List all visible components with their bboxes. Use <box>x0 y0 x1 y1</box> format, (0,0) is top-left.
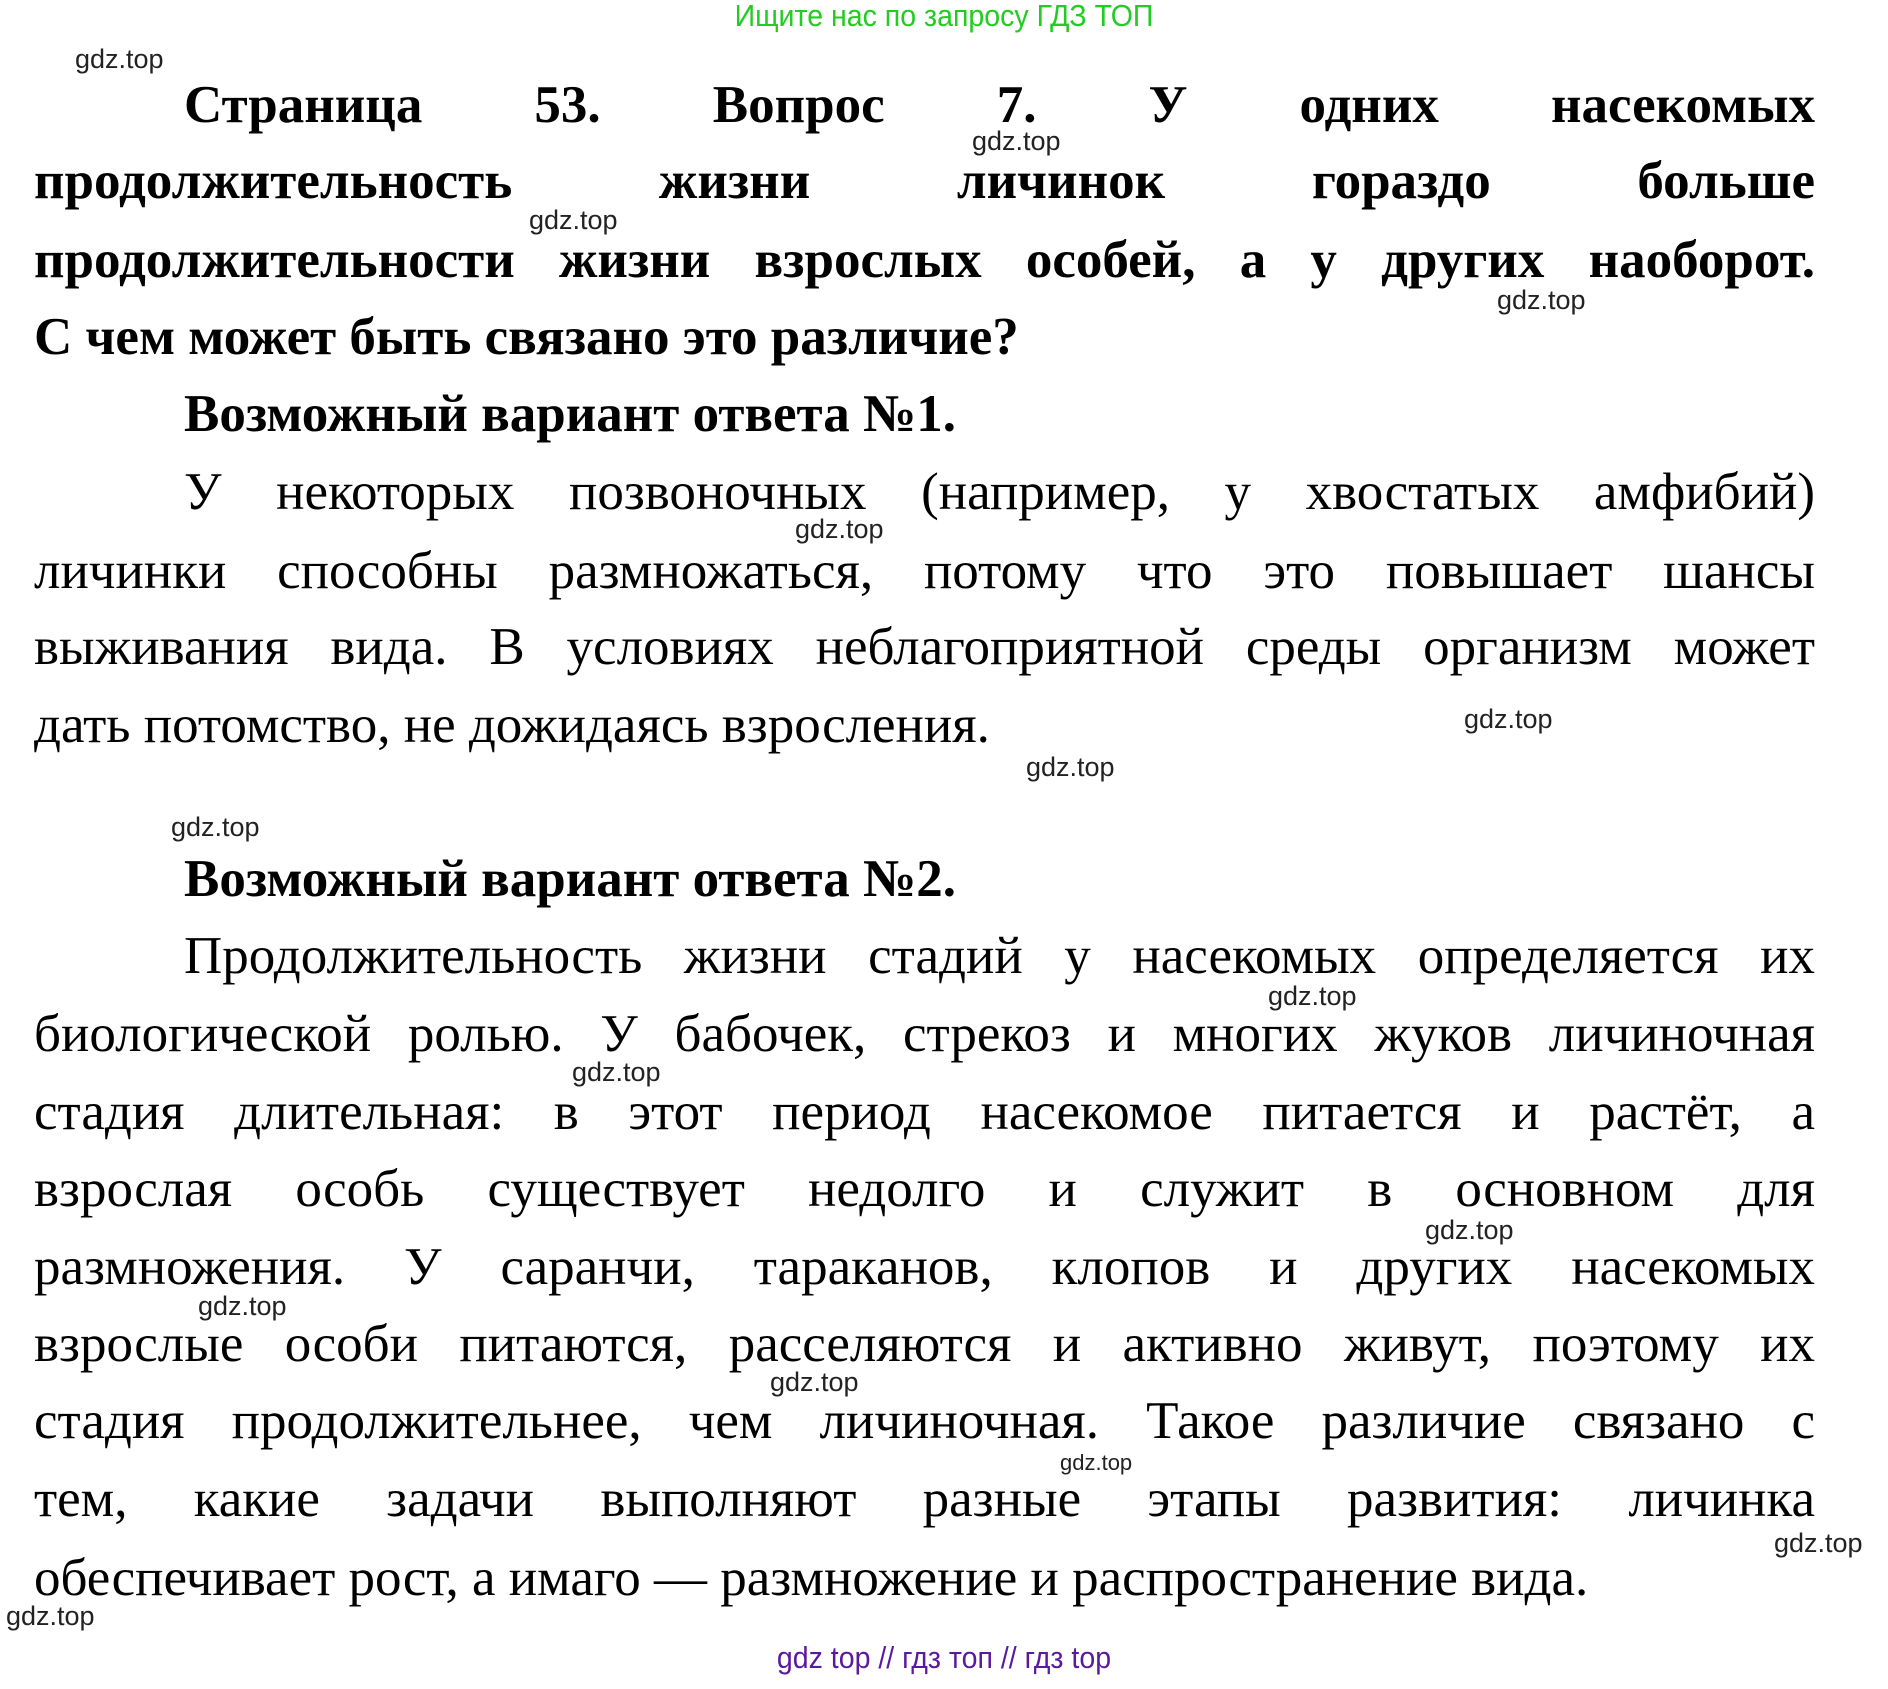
answer-line: биологической ролью. У бабочек, стрекоз и многих жуков личиночная <box>34 1005 1815 1063</box>
search-hint-banner: Ищите нас по запросу ГДЗ ТОП <box>734 0 1154 33</box>
watermark: gdz.top <box>1464 704 1553 734</box>
watermark: gdz.top <box>198 1291 287 1321</box>
question-line: Страница 53. Вопрос 7. У одних насекомых <box>184 76 1815 134</box>
answer-line: дать потомство, не дожидаясь взросления. <box>34 696 990 754</box>
watermark: gdz.top <box>795 514 884 544</box>
watermark: gdz.top <box>75 44 164 74</box>
question-line: продолжительности жизни взрослых особей, а у других наоборот. <box>34 231 1815 289</box>
question-line: продолжительность жизни личинок гораздо больше <box>34 152 1815 210</box>
answer-line: стадия продолжительнее, чем личиночная. Такое различие связано с <box>34 1392 1815 1450</box>
answer-line: тем, какие задачи выполняют разные этапы развития: личинка <box>34 1470 1815 1528</box>
watermark: gdz.top <box>972 126 1061 156</box>
watermark: gdz.top <box>6 1601 95 1631</box>
answer-line: выживания вида. В условиях неблагоприятной среды организм может <box>34 618 1815 676</box>
answer-heading: Возможный вариант ответа №2. <box>184 850 956 908</box>
answer-line: обеспечивает рост, а имаго — размножение и распространение вида. <box>34 1549 1589 1607</box>
footer-links: gdz top // гдз топ // гдз top <box>776 1640 1112 1675</box>
watermark: gdz.top <box>1425 1215 1514 1245</box>
answer-line: личинки способны размножаться, потому что это повышает шансы <box>34 542 1815 600</box>
watermark: gdz.top <box>1060 1450 1133 1475</box>
watermark: gdz.top <box>1026 752 1115 782</box>
watermark: gdz.top <box>1774 1528 1863 1558</box>
answer-line: стадия длительная: в этот период насекомое питается и растёт, а <box>34 1083 1815 1141</box>
answer-heading: Возможный вариант ответа №1. <box>184 385 956 443</box>
watermark: gdz.top <box>1268 981 1357 1011</box>
watermark: gdz.top <box>529 205 618 235</box>
answer-line: размножения. У саранчи, тараканов, клопов и других насекомых <box>34 1238 1815 1296</box>
watermark: gdz.top <box>770 1367 859 1397</box>
answer-line: взрослая особь существует недолго и служит в основном для <box>34 1160 1815 1218</box>
answer-line: взрослые особи питаются, расселяются и активно живут, поэтому их <box>34 1315 1815 1373</box>
answer-line: Продолжительность жизни стадий у насекомых определяется их <box>184 927 1815 985</box>
watermark: gdz.top <box>572 1057 661 1087</box>
watermark: gdz.top <box>171 812 260 842</box>
watermark: gdz.top <box>1497 285 1586 315</box>
question-line: С чем может быть связано это различие? <box>34 308 1019 366</box>
answer-line: У некоторых позвоночных (например, у хвостатых амфибий) <box>184 463 1815 521</box>
